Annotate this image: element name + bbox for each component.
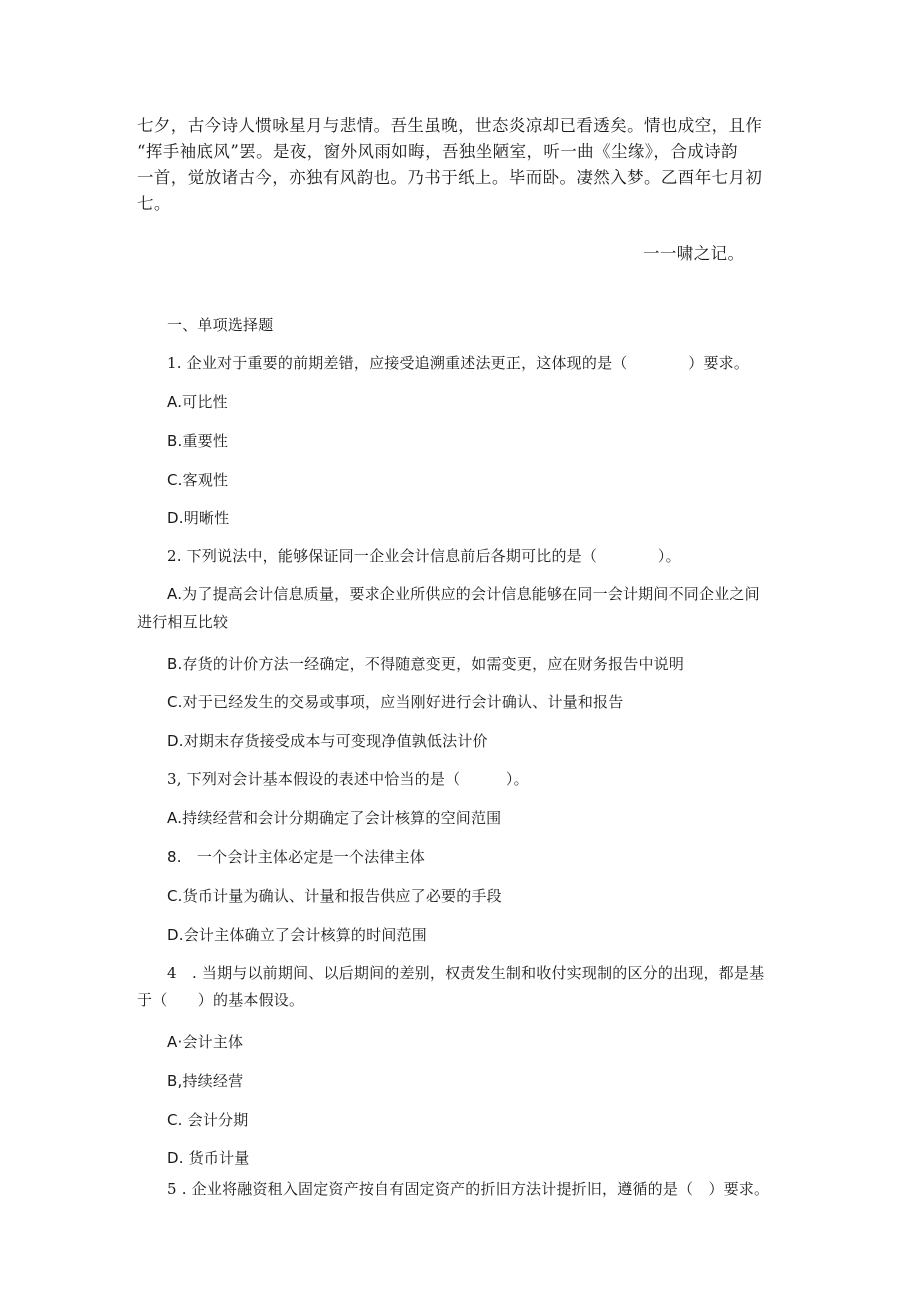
option-item bbox=[167, 392, 228, 412]
option-text: 明晰性 bbox=[183, 509, 230, 527]
option-item bbox=[167, 1148, 250, 1168]
option-text: 对期末存货接受成本与可变现净值孰低法计价 bbox=[183, 732, 488, 750]
option-label: C. bbox=[167, 471, 183, 489]
option-item bbox=[167, 731, 488, 751]
question-stem: 1. 企业对于重要的前期差错，应接受追溯重述法更正，这体现的是（ ）要求。 bbox=[167, 354, 750, 372]
option-item bbox=[167, 584, 760, 604]
option-label: B. bbox=[167, 432, 183, 450]
option-label: A· bbox=[167, 1033, 183, 1051]
option-label: D. bbox=[167, 509, 184, 527]
option-text: 对于已经发生的交易或事项，应当刚好进行会计确认、计量和报告 bbox=[182, 693, 624, 711]
option-text: 客观性 bbox=[182, 471, 229, 489]
option-label: D. bbox=[167, 1149, 184, 1167]
question-stem-continued: 于（ ）的基本假设。 bbox=[137, 991, 305, 1009]
option-item bbox=[167, 1110, 248, 1130]
option-label: D. bbox=[167, 732, 184, 750]
option-item bbox=[167, 808, 501, 828]
preface-line: 一首，觉放诸古今，亦独有风韵也。乃书于纸上。毕而卧。凄然入梦。乙酉年七月初 bbox=[137, 168, 763, 187]
option-item bbox=[167, 1071, 243, 1091]
option-label: A. bbox=[167, 585, 183, 603]
option-item bbox=[167, 1032, 243, 1052]
option-item bbox=[167, 886, 502, 906]
option-text: 货币计量 bbox=[183, 1149, 250, 1167]
option-text: 一个会计主体必定是一个法律主体 bbox=[181, 848, 425, 866]
option-item bbox=[167, 431, 228, 451]
option-text: 为了提高会计信息质量，要求企业所供应的会计信息能够在同一会计期间不同企业之间 bbox=[182, 585, 760, 603]
question-stem: 5 . 企业将融资租入固定资产按自有固定资产的折旧方法计提折旧，遵循的是（ ）要求。 bbox=[167, 1180, 770, 1198]
section-title: 一、单项选择题 bbox=[167, 316, 274, 334]
option-label: A. bbox=[167, 393, 183, 411]
question-stem: 4 . 当期与以前期间、以后期间的差别，权责发生制和收付实现制的区分的出现，都是基 bbox=[167, 964, 765, 982]
option-text: 会计主体确立了会计核算的时间范围 bbox=[183, 926, 427, 944]
option-text: 持续经营和会计分期确定了会计核算的空间范围 bbox=[182, 809, 502, 827]
question-stem: 2. 下列说法中，能够保证同一企业会计信息前后各期可比的是（ ）。 bbox=[167, 547, 681, 565]
option-label: C. bbox=[167, 693, 183, 711]
option-text: 会计分期 bbox=[182, 1111, 249, 1129]
option-label: B, bbox=[167, 1072, 183, 1090]
preface-line: “挥手袖底风”罢。是夜，窗外风雨如晦，吾独坐陋室，听一曲《尘缘》，合成诗韵 bbox=[137, 142, 738, 161]
option-item bbox=[167, 654, 684, 674]
preface-line: 七。 bbox=[137, 194, 171, 213]
option-item bbox=[167, 508, 229, 528]
option-text: 货币计量为确认、计量和报告供应了必要的手段 bbox=[182, 887, 502, 905]
option-text: 持续经营 bbox=[182, 1072, 244, 1090]
option-item bbox=[167, 925, 427, 945]
option-label: 8. bbox=[167, 848, 182, 866]
option-label: A. bbox=[167, 809, 183, 827]
option-item bbox=[167, 847, 425, 867]
option-item bbox=[167, 692, 623, 712]
option-text-continued: 进行相互比较 bbox=[137, 613, 229, 631]
option-label: B. bbox=[167, 655, 183, 673]
question-stem: 3, 下列对会计基本假设的表述中恰当的是（ ）。 bbox=[167, 770, 529, 788]
option-text: 存货的计价方法一经确定，不得随意变更，如需变更，应在财务报告中说明 bbox=[182, 655, 685, 673]
option-text: 会计主体 bbox=[182, 1033, 244, 1051]
option-label: D. bbox=[167, 926, 184, 944]
option-text: 可比性 bbox=[182, 393, 228, 411]
option-text: 重要性 bbox=[182, 432, 229, 450]
option-label: C. bbox=[167, 1111, 183, 1129]
option-item bbox=[167, 470, 228, 490]
preface-line: 七夕，古今诗人惯咏星月与悲情。吾生虽晚，世态炎凉却已看透矣。情也成空，且作 bbox=[137, 116, 763, 135]
option-label: C. bbox=[167, 887, 183, 905]
preface-signature: 一一啸之记。 bbox=[643, 244, 745, 263]
